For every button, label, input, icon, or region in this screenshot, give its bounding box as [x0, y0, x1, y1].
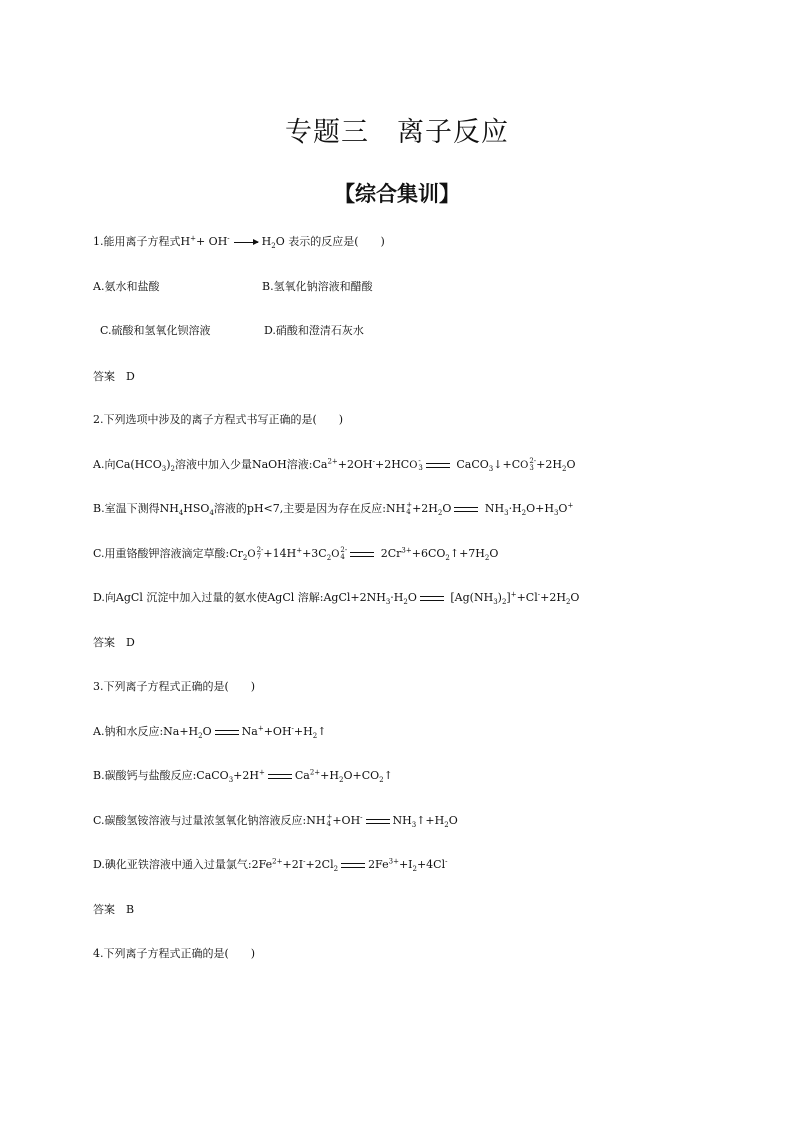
section-subtitle: 【综合集训】 — [334, 182, 460, 206]
q1-option-a: A.氨水和盐酸 — [93, 280, 160, 293]
q1-stem: 1.能用离子方程式H++ OH- $H_2O$ 表示的反应是( ) — [93, 234, 385, 251]
q2-option-d: D.向AgCl 沉淀中加入过量的氨水使AgCl 溶解$:AgCl+2NH_3\cdot H_2O$ $[Ag(NH_3)_2]^++Cl^-+2H_2O$ — [93, 590, 580, 607]
yields-arrow — [234, 242, 258, 243]
q2-option-a: A.向$Ca(HCO_3)_2$溶液中加入少量NaOH溶液$:Ca^{2+}+2OH^-+2HCO$ - 3 CaCO$_3$↓+CO 2- 3 $+2H_2O$ — [93, 457, 576, 474]
q3-answer: 答案 B — [93, 903, 135, 916]
q2-option-b: B.室温下测得$NH_4HSO_4$溶液的pH<7,主要是因为存在反应:NH + 4 $+2H_2O$ $NH_3\cdot H_2O+H_3O^+$ — [93, 501, 574, 518]
q1-option-b: B.氢氧化钠溶液和醋酸 — [262, 280, 373, 293]
q1-answer: 答案 D — [93, 370, 135, 383]
q3-stem: 3.下列离子方程式正确的是( ) — [93, 680, 256, 693]
q3-option-a: A.钠和水反应$:Na+H_2O$ $Na^++OH^-+H_2↑$ — [93, 724, 327, 741]
q2-answer: 答案 D — [93, 636, 135, 649]
q3-option-c: C.碳酸氢铵溶液与过量浓氢氧化钠溶液反应:NH + 4 +OH- $NH_3↑+H_2O$ — [93, 813, 458, 830]
q1-option-d: D.硝酸和澄清石灰水 — [264, 324, 364, 337]
q4-stem: 4.下列离子方程式正确的是( ) — [93, 947, 256, 960]
q2-stem: 2.下列选项中涉及的离子方程式书写正确的是( ) — [93, 413, 344, 426]
q2-option-c: C.用重铬酸钾溶液滴定草酸$:Cr_2O$ 2- 7 $+14H^++3C_2O$ 2- 4 $2Cr^{3+}+6CO_2↑+7H_2O$ — [93, 546, 499, 563]
q3-option-d: D.碘化亚铁溶液中通入过量氯气$:2Fe^{2+}+2I^-+2Cl_2$ $2Fe^{3+}+I_2+4Cl^-$ — [93, 857, 448, 874]
q1-option-c: C.硫酸和氢氧化钡溶液 — [100, 324, 211, 337]
page-title: 专题三 离子反应 — [285, 117, 509, 148]
q3-option-b: B.碳酸钙与盐酸反应:CaCO$_3$+2H+ $Ca^{2+}+H_2O+CO_2↑$ — [93, 768, 393, 785]
